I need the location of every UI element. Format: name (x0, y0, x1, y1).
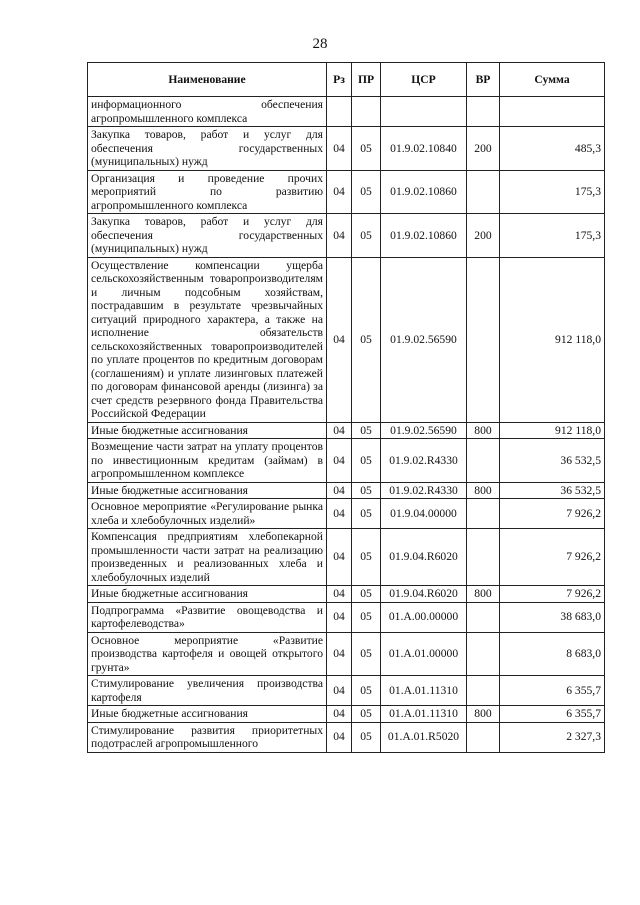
table-row (88, 214, 605, 258)
cell-name: Закупка товаров, работ и услуг для обеспечения государственных (муниципальных) нужд (88, 127, 327, 171)
cell-csr (381, 97, 467, 127)
cell-csr: 01.9.02.10840 (381, 127, 467, 171)
cell-pr: 05 (352, 257, 381, 422)
cell-sum (500, 97, 605, 127)
cell-pr: 05 (352, 602, 381, 632)
table-row (88, 422, 605, 439)
table-row (88, 602, 605, 632)
cell-sum: 7 926,2 (500, 529, 605, 586)
cell-name: Основное мероприятие «Регулирование рынка хлеба и хлебобулочных изделий» (88, 499, 327, 529)
header-name: Наименование (88, 63, 327, 97)
cell-csr: 01.А.01.11310 (381, 676, 467, 706)
cell-name: Подпрограмма «Развитие овощеводства и картофелеводства» (88, 602, 327, 632)
cell-sum: 175,3 (500, 170, 605, 214)
cell-rz: 04 (327, 482, 352, 499)
cell-name: Закупка товаров, работ и услуг для обеспечения государственных (муниципальных) нужд (88, 214, 327, 258)
cell-rz: 04 (327, 214, 352, 258)
cell-sum: 8 683,0 (500, 632, 605, 676)
cell-rz (327, 97, 352, 127)
cell-rz: 04 (327, 170, 352, 214)
table-row (88, 97, 605, 127)
cell-vr (467, 632, 500, 676)
cell-csr: 01.9.02.R4330 (381, 439, 467, 483)
table-row (88, 439, 605, 483)
cell-csr: 01.9.04.00000 (381, 499, 467, 529)
cell-csr: 01.9.02.56590 (381, 422, 467, 439)
cell-csr: 01.9.04.R6020 (381, 586, 467, 603)
cell-pr: 05 (352, 632, 381, 676)
page-number: 28 (312, 36, 328, 52)
cell-name: Иные бюджетные ассигнования (88, 706, 327, 723)
cell-name: Стимулирование развития приоритетных подотраслей агропромышленного (88, 722, 327, 752)
cell-rz: 04 (327, 127, 352, 171)
table-row (88, 722, 605, 752)
cell-pr: 05 (352, 214, 381, 258)
cell-vr: 200 (467, 127, 500, 171)
cell-rz: 04 (327, 529, 352, 586)
cell-pr: 05 (352, 439, 381, 483)
header-pr: ПР (352, 63, 381, 97)
cell-csr: 01.9.04.R6020 (381, 529, 467, 586)
header-sum: Сумма (500, 63, 605, 97)
header-vr: ВР (467, 63, 500, 97)
cell-vr (467, 722, 500, 752)
cell-pr: 05 (352, 676, 381, 706)
cell-vr: 800 (467, 482, 500, 499)
cell-csr: 01.9.02.56590 (381, 257, 467, 422)
cell-name: Основное мероприятие «Развитие производства картофеля и овощей открытого грунта» (88, 632, 327, 676)
table-row (88, 529, 605, 586)
cell-rz: 04 (327, 586, 352, 603)
cell-name: Компенсация предприятиям хлебопекарной промышленности части затрат на реализацию произведенных и реализованных хлеба и хлебобулочных изделий (88, 529, 327, 586)
cell-vr (467, 97, 500, 127)
table-row (88, 170, 605, 214)
cell-vr (467, 499, 500, 529)
cell-sum: 36 532,5 (500, 439, 605, 483)
cell-pr: 05 (352, 127, 381, 171)
cell-pr: 05 (352, 170, 381, 214)
table-row (88, 499, 605, 529)
header-rz: Рз (327, 63, 352, 97)
table-row (88, 632, 605, 676)
cell-csr: 01.9.02.R4330 (381, 482, 467, 499)
cell-pr: 05 (352, 529, 381, 586)
cell-name: Организация и проведение прочих мероприятий по развитию агропромышленного комплекса (88, 170, 327, 214)
cell-pr: 05 (352, 586, 381, 603)
cell-vr: 800 (467, 586, 500, 603)
cell-pr: 05 (352, 482, 381, 499)
cell-name: Возмещение части затрат на уплату процентов по инвестиционным кредитам (займам) в агропромышленном комплексе (88, 439, 327, 483)
cell-rz: 04 (327, 257, 352, 422)
table-row (88, 257, 605, 422)
cell-rz: 04 (327, 632, 352, 676)
cell-rz: 04 (327, 422, 352, 439)
cell-vr: 800 (467, 706, 500, 723)
cell-vr (467, 676, 500, 706)
cell-rz: 04 (327, 439, 352, 483)
cell-csr: 01.9.02.10860 (381, 214, 467, 258)
cell-csr: 01.9.02.10860 (381, 170, 467, 214)
cell-name: Иные бюджетные ассигнования (88, 422, 327, 439)
cell-pr: 05 (352, 722, 381, 752)
cell-csr: 01.А.01.00000 (381, 632, 467, 676)
cell-sum: 912 118,0 (500, 422, 605, 439)
cell-sum: 485,3 (500, 127, 605, 171)
cell-vr (467, 602, 500, 632)
cell-sum: 7 926,2 (500, 499, 605, 529)
cell-name: Стимулирование увеличения производства картофеля (88, 676, 327, 706)
cell-csr: 01.А.01.11310 (381, 706, 467, 723)
cell-pr (352, 97, 381, 127)
cell-sum: 36 532,5 (500, 482, 605, 499)
table-header-row (88, 63, 605, 97)
cell-vr (467, 257, 500, 422)
cell-csr: 01.А.01.R5020 (381, 722, 467, 752)
cell-name: Иные бюджетные ассигнования (88, 586, 327, 603)
table-row (88, 676, 605, 706)
cell-name: информационного обеспечения агропромышленного комплекса (88, 97, 327, 127)
cell-rz: 04 (327, 499, 352, 529)
cell-sum: 912 118,0 (500, 257, 605, 422)
table-row (88, 586, 605, 603)
table-row (88, 482, 605, 499)
cell-csr: 01.А.00.00000 (381, 602, 467, 632)
cell-sum: 38 683,0 (500, 602, 605, 632)
cell-rz: 04 (327, 676, 352, 706)
cell-vr: 200 (467, 214, 500, 258)
cell-vr (467, 529, 500, 586)
cell-vr: 800 (467, 422, 500, 439)
cell-name: Осуществление компенсации ущерба сельскохозяйственным товаропроизводителям и личным подсобным хозяйствам, пострадавшим в результате чрезвычайных ситуаций природного характера, а также на исполнение обязательств сельскохозяйственных товаропроизводителей по уплате процентов по кредитным договорам (соглашениям) и уплате лизинговых платежей по договорам финансовой аренды (лизинга) за счет средств резервного фонда Правительства Российской Федерации (88, 257, 327, 422)
cell-rz: 04 (327, 602, 352, 632)
header-csr: ЦСР (381, 63, 467, 97)
table-row (88, 127, 605, 171)
cell-rz: 04 (327, 722, 352, 752)
cell-sum: 6 355,7 (500, 706, 605, 723)
cell-vr (467, 170, 500, 214)
cell-rz: 04 (327, 706, 352, 723)
cell-sum: 6 355,7 (500, 676, 605, 706)
budget-table (87, 62, 605, 753)
cell-sum: 2 327,3 (500, 722, 605, 752)
table-row (88, 706, 605, 723)
cell-vr (467, 439, 500, 483)
cell-pr: 05 (352, 499, 381, 529)
cell-sum: 7 926,2 (500, 586, 605, 603)
cell-pr: 05 (352, 422, 381, 439)
cell-sum: 175,3 (500, 214, 605, 258)
cell-name: Иные бюджетные ассигнования (88, 482, 327, 499)
cell-pr: 05 (352, 706, 381, 723)
